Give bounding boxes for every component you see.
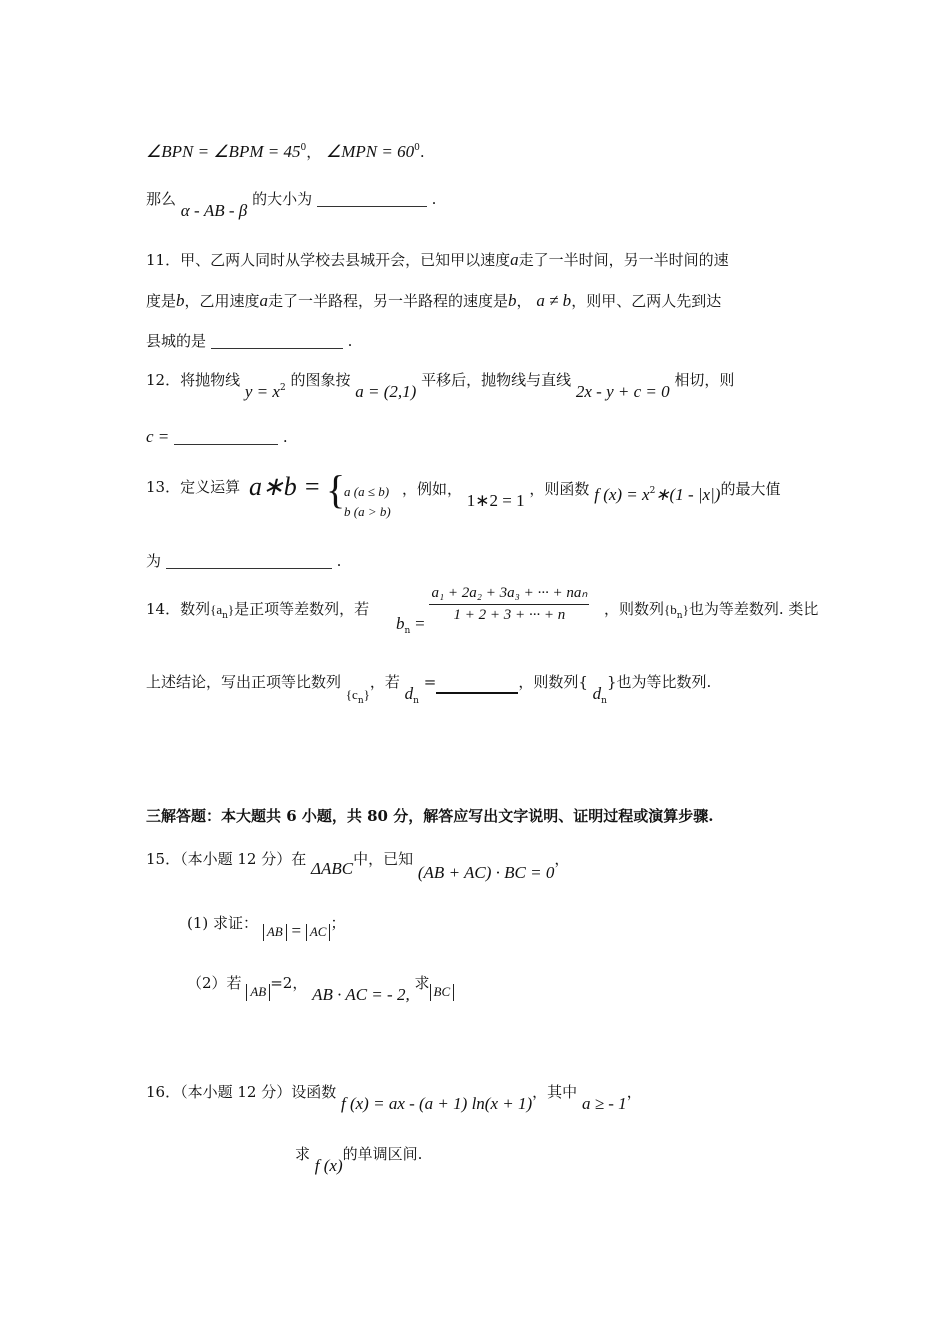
sequence-a: {a bbox=[210, 602, 223, 617]
q11-text: ，则甲、乙两人先到达 bbox=[571, 292, 722, 310]
q11-line1 bbox=[146, 251, 729, 268]
q13-text: ，例如， bbox=[402, 480, 463, 498]
sequence-b: {b bbox=[664, 602, 677, 617]
parameter-condition: a ≥ - 1 bbox=[581, 1094, 627, 1113]
q11-line3 bbox=[146, 334, 352, 349]
exponent: 2 bbox=[279, 383, 286, 393]
angle-equation-mpn: ∠MPN = 60 bbox=[326, 142, 415, 161]
b-n-symbol: b bbox=[396, 613, 405, 633]
q10-suffix: 的大小为 bbox=[252, 190, 313, 208]
q16-line2 bbox=[295, 1145, 423, 1175]
q13-cases bbox=[344, 482, 391, 522]
period: . bbox=[336, 552, 342, 570]
q15-text: ； bbox=[330, 914, 346, 932]
line-equation: 2x - y + c = 0 bbox=[575, 382, 670, 401]
dihedral-angle-formula: α - AB - β bbox=[180, 201, 248, 220]
vector-condition: (AB + AC) · BC = 0 bbox=[417, 863, 555, 882]
subscript: n bbox=[357, 696, 364, 706]
q16-text: ， bbox=[626, 1083, 642, 1101]
q15-part2-label: （2）若 bbox=[187, 974, 242, 992]
q14-text: 是正项等差数列，若 bbox=[234, 600, 370, 618]
q13-line2 bbox=[146, 554, 341, 569]
q14-text: ，若 bbox=[369, 673, 400, 691]
parabola-formula: y = x bbox=[244, 382, 280, 401]
q13-text: 的最大值 bbox=[720, 480, 781, 498]
d-n-symbol: d bbox=[404, 684, 414, 703]
case-b: b (a > b) bbox=[344, 504, 391, 519]
abs-vector-ab: AB bbox=[263, 924, 287, 941]
function-formula: f (x) = x bbox=[594, 485, 650, 504]
subscript: n bbox=[676, 611, 683, 621]
q12-text: 相切，则 bbox=[674, 371, 735, 389]
section3-heading: 三解答题：本大题共 6 小题，共 80 分，解答应写出文字说明、证明过程或演算步骤. bbox=[146, 807, 714, 825]
q15-part1-label: (1) 求证： bbox=[187, 914, 259, 932]
q15-part2 bbox=[187, 974, 454, 1004]
abs-vector-ab: AB bbox=[246, 984, 270, 1001]
q11-var-a: a bbox=[259, 291, 269, 310]
q11-text: 走了一半时间，另一半时间的速 bbox=[518, 251, 729, 269]
q11-var-a: a bbox=[510, 250, 519, 269]
degree-superscript: 0 bbox=[414, 143, 420, 153]
q11-var-b: b bbox=[508, 291, 517, 310]
subscript: n bbox=[404, 625, 411, 636]
q15-text: 求 bbox=[414, 974, 430, 992]
function-formula-tail: ∗(1 - |x|) bbox=[655, 485, 721, 504]
dot-product-formula: AB · AC = - 2, bbox=[312, 985, 410, 1004]
q15-line1 bbox=[146, 850, 570, 882]
example-formula: 1∗2 = 1 bbox=[466, 491, 525, 510]
q16-line1 bbox=[146, 1083, 642, 1113]
q10-prefix: 那么 bbox=[146, 190, 177, 208]
q13-line1 bbox=[146, 480, 240, 495]
d-n-symbol: d bbox=[592, 684, 602, 703]
q12-answer-label: c = bbox=[146, 427, 170, 446]
q10-answer-line bbox=[146, 190, 437, 220]
q11-text: ，乙用速度 bbox=[184, 292, 260, 310]
exponent: 2 bbox=[649, 486, 656, 496]
q13-answer-blank[interactable] bbox=[166, 558, 332, 569]
q15-text: 中，已知 bbox=[353, 850, 414, 868]
q13-line1-cont bbox=[402, 480, 781, 510]
q13-brace bbox=[326, 467, 346, 512]
fraction-numerator: a₁ + 2a₂ + 3a₃ + ··· + naₙ bbox=[429, 586, 589, 605]
q14-answer-blank[interactable] bbox=[436, 680, 518, 694]
q15-text: 15．（本小题 12 分）在 bbox=[146, 850, 307, 868]
period: . bbox=[282, 428, 288, 446]
q16-text: ，其中 bbox=[532, 1083, 578, 1101]
brace: } bbox=[227, 602, 235, 617]
q14-bn-formula bbox=[396, 585, 589, 636]
subscript: n bbox=[222, 611, 228, 621]
period: . bbox=[419, 143, 425, 161]
sequence-c: {c bbox=[345, 687, 358, 702]
bn-fraction bbox=[429, 586, 589, 623]
q14-text: ，则数列 bbox=[604, 600, 665, 618]
q14-text: 也为等差数列. 类比 bbox=[688, 600, 819, 618]
degree-superscript: 0 bbox=[300, 143, 307, 153]
function-symbol: f (x) bbox=[314, 1156, 343, 1175]
star-operation: a∗b = bbox=[249, 472, 321, 501]
q16-text: 16．（本小题 12 分）设函数 bbox=[146, 1083, 337, 1101]
top-formula-line bbox=[146, 143, 425, 160]
q13-text: 13．定义运算 bbox=[146, 478, 241, 496]
q13-text: ，则函数 bbox=[529, 480, 590, 498]
q12-line1 bbox=[146, 371, 735, 401]
q12-line2 bbox=[146, 428, 288, 445]
q11-text: ， bbox=[516, 292, 532, 310]
subscript: n bbox=[413, 696, 419, 706]
q15-text: ， bbox=[554, 850, 570, 868]
q12-text: 的图象按 bbox=[290, 371, 351, 389]
abs-vector-bc: BC bbox=[430, 984, 455, 1001]
q11-answer-blank[interactable] bbox=[211, 338, 343, 349]
abs-vector-ac: AC bbox=[306, 924, 331, 941]
q15-text: =2， bbox=[270, 974, 308, 992]
q12-text: 平移后，抛物线与直线 bbox=[421, 371, 572, 389]
angle-equation-bpn-bpm: ∠BPN = ∠BPM = 45 bbox=[146, 142, 301, 161]
case-a: a (a ≤ b) bbox=[344, 484, 390, 499]
q11-text: 度是 bbox=[146, 292, 177, 310]
function-formula: f (x) = ax - (a + 1) ln(x + 1) bbox=[341, 1094, 533, 1113]
q11-text: 走了一半路程，另一半路程的速度是 bbox=[268, 292, 509, 310]
q10-answer-blank[interactable] bbox=[317, 194, 427, 207]
q12-answer-blank[interactable] bbox=[174, 433, 278, 445]
triangle-abc: ΔABC bbox=[311, 859, 354, 878]
q13-operation-definition bbox=[249, 474, 321, 500]
q16-text: 的单调区间. bbox=[342, 1145, 423, 1163]
fraction-denominator: 1 + 2 + 3 + ··· + n bbox=[453, 607, 566, 623]
equals-sign: = bbox=[423, 673, 437, 691]
q11-condition: a ≠ b bbox=[536, 291, 572, 310]
q14-text: ，则数列{ bbox=[518, 673, 588, 691]
left-brace: { bbox=[326, 467, 346, 512]
equals-sign: = bbox=[291, 921, 302, 940]
q11-line2 bbox=[146, 292, 721, 309]
q13-text: 为 bbox=[146, 552, 162, 570]
q11-text: 11．甲、乙两人同时从学校去县城开会，已知甲以速度 bbox=[146, 251, 511, 269]
brace: } bbox=[682, 602, 689, 617]
q14-text: }也为等比数列. bbox=[606, 673, 712, 691]
translation-vector: a = (2,1) bbox=[355, 382, 417, 401]
period: . bbox=[431, 190, 437, 208]
brace: } bbox=[363, 687, 370, 702]
q14-line1 bbox=[146, 602, 369, 621]
q11-text: 县城的是 bbox=[146, 332, 207, 350]
q15-part1 bbox=[187, 914, 346, 940]
period: . bbox=[347, 332, 353, 350]
q12-text: 12．将抛物线 bbox=[146, 371, 241, 389]
q14-line2 bbox=[146, 673, 712, 706]
q14-line1-cont bbox=[604, 602, 818, 621]
subscript: n bbox=[601, 696, 607, 706]
equals-sign: = bbox=[415, 613, 425, 633]
q14-text: 14．数列 bbox=[146, 600, 211, 618]
q14-text: 上述结论，写出正项等比数列 bbox=[146, 673, 342, 691]
separator: ， bbox=[306, 143, 322, 161]
q11-var-b: b bbox=[176, 291, 185, 310]
q16-text: 求 bbox=[295, 1145, 311, 1163]
